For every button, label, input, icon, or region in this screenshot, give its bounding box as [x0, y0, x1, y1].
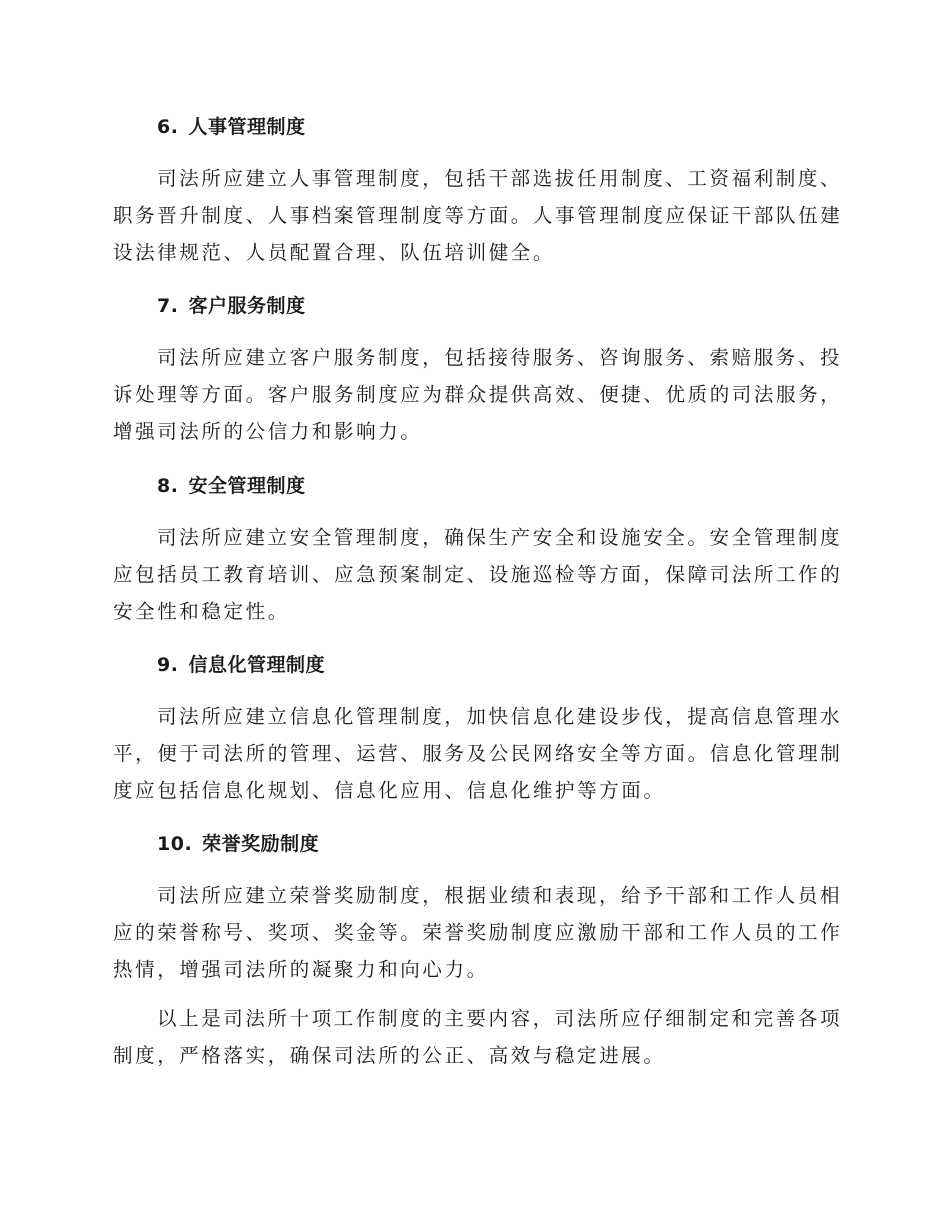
paragraph-line: 职务晋升制度、人事档案管理制度等方面。人事管理制度应保证干部队伍建: [113, 204, 843, 227]
section-heading-8: [157, 474, 305, 498]
section-number: 7.: [157, 295, 179, 317]
section-heading-9: [157, 653, 325, 677]
paragraph-line: 平，便于司法所的管理、运营、服务及公民网络安全等方面。信息化管理制: [113, 742, 843, 765]
section-paragraph-8: [113, 519, 843, 630]
paragraph-line: 司法所应建立人事管理制度，包括干部选拔任用制度、工资福利制度、: [157, 167, 843, 190]
section-title: 人事管理制度: [188, 116, 306, 138]
section-number: 6.: [157, 116, 179, 138]
paragraph-line: 设法律规范、人员配置合理、队伍培训健全。: [113, 241, 556, 264]
section-paragraph-9: [113, 698, 843, 809]
paragraph-line: 度应包括信息化规划、信息化应用、信息化维护等方面。: [113, 779, 666, 802]
section-paragraph-6: [113, 160, 843, 271]
paragraph-line: 热情，增强司法所的凝聚力和向心力。: [113, 958, 489, 981]
conclusion-paragraph: [113, 1000, 843, 1074]
section-title: 荣誉奖励制度: [202, 833, 320, 855]
section-number: 10.: [157, 833, 193, 855]
section-heading-10: [157, 832, 319, 856]
section-title: 客户服务制度: [188, 295, 306, 317]
paragraph-line: 以上是司法所十项工作制度的主要内容，司法所应仔细制定和完善各项: [157, 1007, 843, 1030]
paragraph-line: 制度，严格落实，确保司法所的公正、高效与稳定进展。: [113, 1044, 666, 1067]
paragraph-line: 司法所应建立荣誉奖励制度，根据业绩和表现，给予干部和工作人员相: [157, 884, 843, 907]
section-paragraph-10: [113, 877, 843, 988]
section-number: 8.: [157, 475, 179, 497]
paragraph-line: 诉处理等方面。客户服务制度应为群众提供高效、便捷、优质的司法服务，: [113, 383, 843, 406]
paragraph-line: 安全性和稳定性。: [113, 600, 290, 623]
section-title: 信息化管理制度: [188, 654, 325, 676]
section-paragraph-7: [113, 339, 843, 450]
paragraph-line: 司法所应建立安全管理制度，确保生产安全和设施安全。安全管理制度: [157, 526, 843, 549]
paragraph-line: 应的荣誉称号、奖项、奖金等。荣誉奖励制度应激励干部和工作人员的工作: [113, 921, 843, 944]
section-heading-7: [157, 294, 305, 318]
paragraph-line: 司法所应建立信息化管理制度，加快信息化建设步伐，提高信息管理水: [157, 705, 843, 728]
section-number: 9.: [157, 654, 179, 676]
section-title: 安全管理制度: [188, 475, 306, 497]
paragraph-line: 司法所应建立客户服务制度，包括接待服务、咨询服务、索赔服务、投: [157, 346, 843, 369]
paragraph-line: 增强司法所的公信力和影响力。: [113, 420, 423, 443]
section-heading-6: [157, 115, 305, 139]
paragraph-line: 应包括员工教育培训、应急预案制定、设施巡检等方面，保障司法所工作的: [113, 563, 843, 586]
